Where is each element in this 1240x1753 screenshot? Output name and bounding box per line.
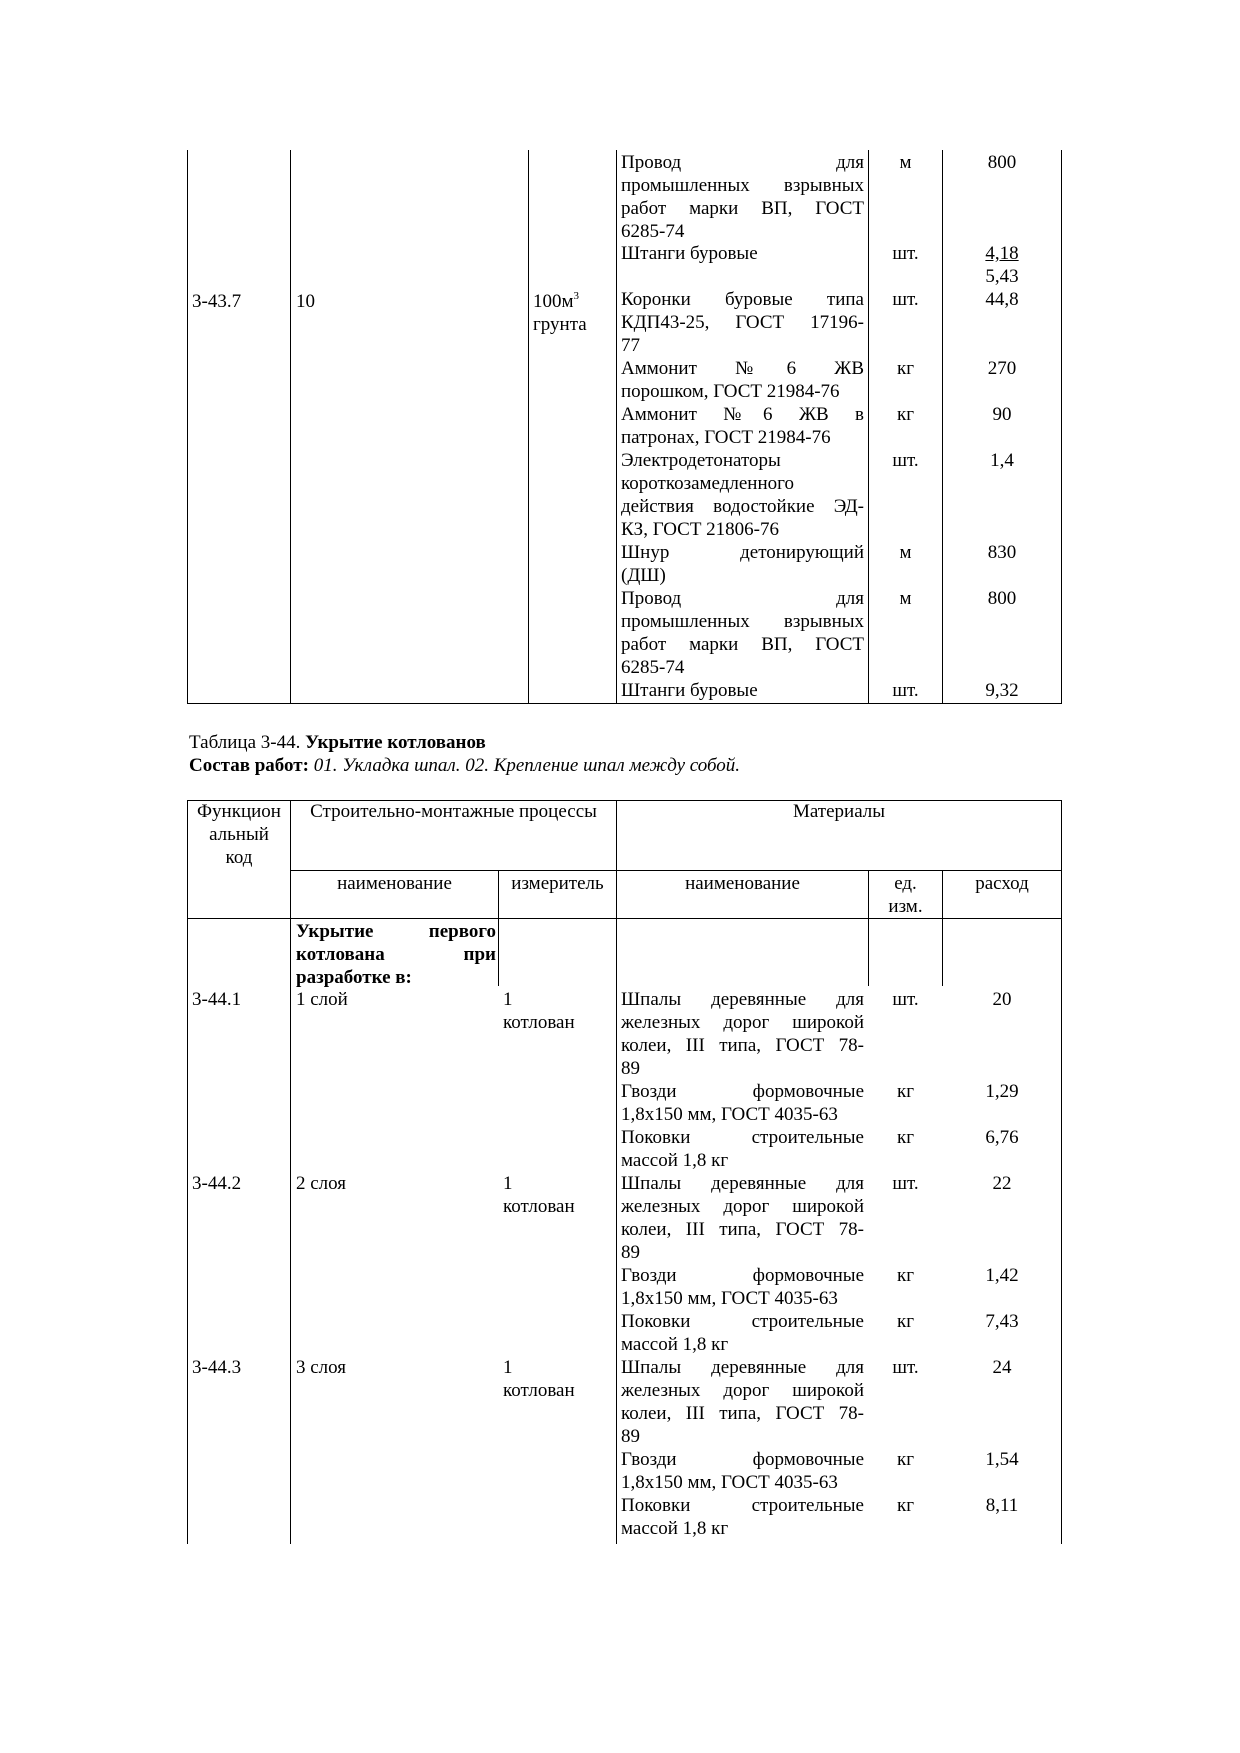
material-unit: шт. [892,1357,919,1378]
header-process-name: наименование [337,873,452,894]
material-qty: 6,76 [985,1127,1019,1148]
material-name-line: железных дорог широкой [621,1196,864,1217]
material-unit: кг [896,358,915,379]
material-name-line: (ДШ) [621,565,666,586]
material-name-line: Поковки строительные [621,1311,864,1332]
row-measure-unit-line2: грунта [533,314,587,335]
material-qty: 7,43 [985,1311,1019,1332]
t2-header-bottom [187,918,1062,919]
t2-border-right [1061,800,1062,1544]
material-name-line: Гвозди формовочные [621,1081,864,1102]
group-title: Укрытие первого котлована при разработке в: [296,921,496,988]
t1-divider [290,150,291,703]
row-code: 3-44.1 [192,989,242,1010]
material-name-line: КЗ, ГОСТ 21806-76 [621,519,780,540]
material-name-line: 6285-74 [621,221,685,242]
t2-divider [616,800,617,1544]
work-composition [189,754,740,777]
table-caption [189,731,486,754]
row-unit-line2: котлован [503,1196,575,1217]
material-qty: 4,18 [985,243,1019,264]
material-qty: 8,11 [985,1495,1019,1516]
material-name-line: массой 1,8 кг [621,1150,729,1171]
material-unit: шт. [892,1173,919,1194]
t2-border-left [187,800,188,1544]
material-name-line: железных дорог широкой [621,1012,864,1033]
header-material-qty: расход [975,873,1029,894]
material-name-line: Коронки буровые типа [621,289,864,310]
material-name-line: Провод для [621,588,864,609]
material-unit: кг [896,1127,915,1148]
material-qty: 90 [992,404,1012,425]
material-name-line: Провод для [621,152,864,173]
material-name-line: короткозамедленного [621,473,794,494]
material-unit: кг [896,1495,915,1516]
material-name-line: работ марки ВП, ГОСТ [621,198,864,219]
material-name-line: 89 [621,1242,640,1263]
material-name-line: Гвозди формовочные [621,1265,864,1286]
row-name: 10 [296,291,315,312]
material-unit: м [899,152,912,173]
material-name-line: 1,8x150 мм, ГОСТ 4035-63 [621,1472,838,1493]
material-name-line: промышленных взрывных [621,175,864,196]
material-name-line: колеи, III типа, ГОСТ 78- [621,1219,864,1240]
t1-border-left [187,150,188,703]
work-composition-label: Состав работ: [189,755,314,776]
material-name-line: действия водостойкие ЭД- [621,496,864,517]
material-unit: шт. [892,289,919,310]
material-qty: 24 [992,1357,1012,1378]
material-name-line: 89 [621,1426,640,1447]
material-name-line: промышленных взрывных [621,611,864,632]
header-processes: Строительно-монтажные процессы [310,801,597,822]
material-qty: 800 [987,588,1017,609]
row-unit-line2: котлован [503,1380,575,1401]
material-qty: 1,54 [985,1449,1019,1470]
material-unit: м [899,588,912,609]
material-name-line: Гвозди формовочные [621,1449,864,1470]
material-name-line: Шпалы деревянные для [621,1357,864,1378]
t1-divider [942,150,943,703]
t1-border-bottom [187,703,1062,704]
material-qty: 270 [987,358,1017,379]
material-name-line: колеи, III типа, ГОСТ 78- [621,1403,864,1424]
material-name-line: массой 1,8 кг [621,1334,729,1355]
material-unit: шт. [892,450,919,471]
material-unit: м [899,542,912,563]
material-name-line: Аммонит №6 ЖВ [621,358,864,379]
material-name-line: Шпалы деревянные для [621,1173,864,1194]
row-name: 1 слой [296,989,348,1010]
row-code: 3-43.7 [192,291,242,312]
t2-divider [498,918,499,986]
row-unit-line2: котлован [503,1012,575,1033]
material-unit: кг [896,1449,915,1470]
row-name: 2 слоя [296,1173,347,1194]
material-unit: кг [896,404,915,425]
material-name-line: Штанги буровые [621,243,758,264]
material-qty-secondary: 5,43 [985,266,1019,287]
material-qty: 830 [987,542,1017,563]
t2-divider [290,800,291,1544]
material-qty: 1,29 [985,1081,1019,1102]
material-name-line: Поковки строительные [621,1495,864,1516]
material-unit: шт. [892,989,919,1010]
t2-header-divider [290,870,1062,871]
material-qty: 20 [992,989,1012,1010]
t1-divider [616,150,617,703]
t1-divider [868,150,869,703]
header-material-name: наименование [685,873,800,894]
header-func-code: Функцион альный код [197,801,281,868]
material-name-line: Поковки строительные [621,1127,864,1148]
material-unit: кг [896,1311,915,1332]
material-name-line: Шнур детонирующий [621,542,864,563]
material-name-line: 1,8x150 мм, ГОСТ 4035-63 [621,1288,838,1309]
table-title: Укрытие котлованов [305,732,486,753]
row-unit: 1 [503,1357,513,1378]
material-name-line: 1,8x150 мм, ГОСТ 4035-63 [621,1104,838,1125]
row-unit: 1 [503,1173,513,1194]
header-materials: Материалы [792,801,886,822]
material-unit: кг [896,1265,915,1286]
material-name-line: 6285-74 [621,657,685,678]
material-qty: 22 [992,1173,1012,1194]
material-unit: шт. [892,680,919,701]
row-code: 3-44.2 [192,1173,242,1194]
row-code: 3-44.3 [192,1357,242,1378]
material-qty: 1,4 [990,450,1014,471]
table-number: Таблица 3-44. [189,732,306,753]
material-name-line: патронах, ГОСТ 21984-76 [621,427,831,448]
t1-divider [528,150,529,703]
material-qty: 1,42 [985,1265,1019,1286]
material-name-line: 89 [621,1058,640,1079]
material-name-line: КДП43-25, ГОСТ 17196- [621,312,864,333]
material-name-line: 77 [621,335,640,356]
material-name-line: Штанги буровые [621,680,758,701]
material-unit: кг [896,1081,915,1102]
material-name-line: Аммонит №6 ЖВ в [621,404,864,425]
material-name-line: массой 1,8 кг [621,1518,729,1539]
row-name: 3 слоя [296,1357,347,1378]
row-measure-unit: $100м^3$ [533,290,580,312]
header-process-unit: измеритель [511,873,604,894]
material-qty: 44,8 [985,289,1019,310]
material-name-line: Электродетонаторы [621,450,781,471]
row-unit: 1 [503,989,513,1010]
material-name-line: железных дорог широкой [621,1380,864,1401]
t1-border-right [1061,150,1062,703]
material-unit: шт. [892,243,919,264]
material-name-line: Шпалы деревянные для [621,989,864,1010]
material-name-line: порошком, ГОСТ 21984-76 [621,381,840,402]
material-qty: 800 [987,152,1017,173]
material-name-line: работ марки ВП, ГОСТ [621,634,864,655]
material-qty: 9,32 [985,680,1019,701]
material-name-line: колеи, III типа, ГОСТ 78- [621,1035,864,1056]
header-material-unit: ед. изм. [888,873,923,917]
work-composition-text: 01. Укладка шпал. 02. Крепление шпал между собой. [313,755,741,776]
